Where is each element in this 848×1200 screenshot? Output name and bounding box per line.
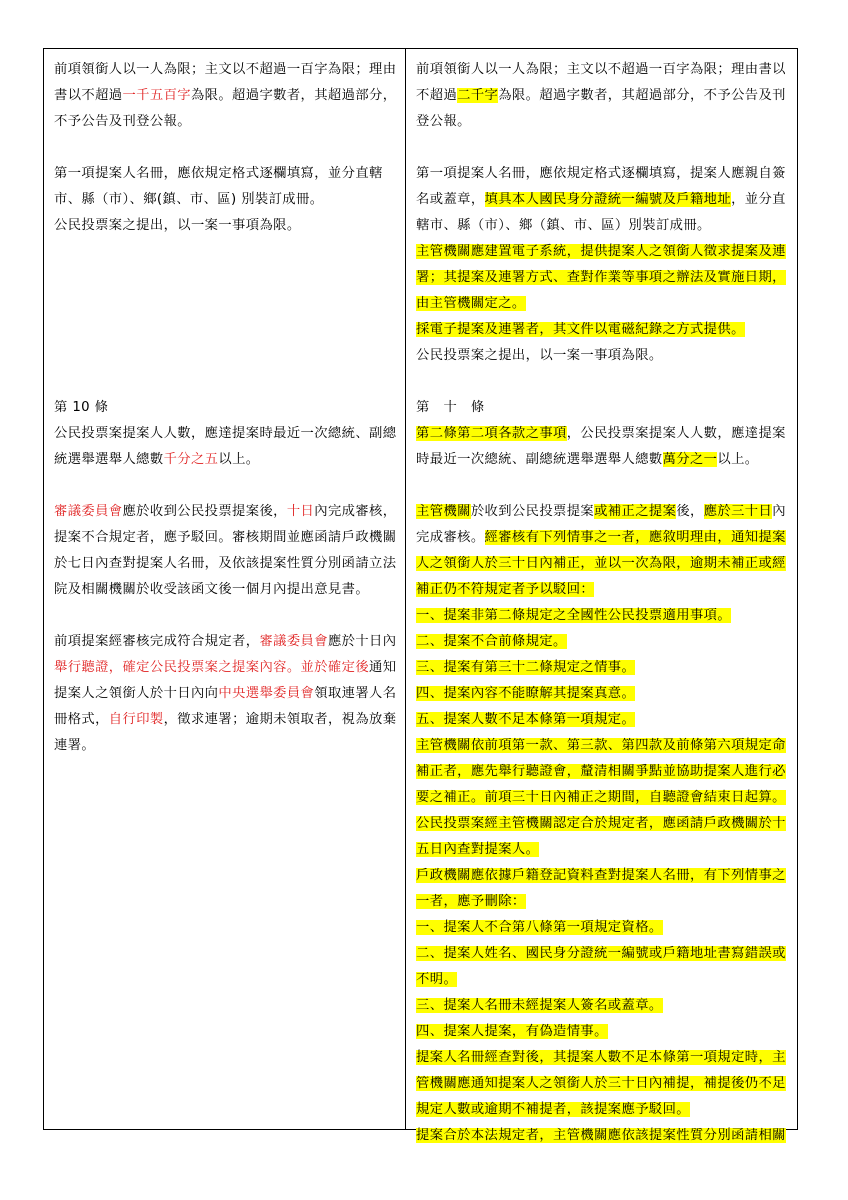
right-paragraph-7: 主管機關於收到公民投票提案或補正之提案後，應於三十日內完成審核。經審核有下列情事之一者，應敘明理由，通知提案人之領銜人於三十日內補正，並以一次為限，逾期未補正或經補正仍不符規定者予以駁回： [416,504,786,597]
left-paragraph-4: 公民投票案提案人人數，應達提案時最近一次總統、副總統選舉選舉人總數千分之五以上。 [54,426,397,467]
left-paragraph-1: 前項領銜人以一人為限；主文以不超過一百字為限；理由書以不超過一千五百字為限。超過字數者，其超過部分，不予公告及刊登公報。 [54,62,397,129]
right-paragraph-12: 提案合於本法規定者，主管機關應依該提案性質分別函請相關 [416,1128,786,1143]
right-paragraph-6: 第二條第二項各款之事項，公民投票案提案人人數，應達提案時最近一次總統、副總統選舉選舉人總數萬分之一以上。 [416,426,786,467]
right-paragraph-2: 第一項提案人名冊，應依規定格式逐欄填寫，提案人應親自簽名或蓋章，填具本人國民身分證統一編號及戶籍地址，並分直轄市、縣（市）、鄉（鎮、市、區）別裝訂成冊。 [416,166,786,233]
right-paragraph-9: 公民投票案經主管機關認定合於規定者，應函請戶政機關於十五日內查對提案人。 [416,816,786,857]
right-paragraph-8: 主管機關依前項第一款、第三款、第四款及前條第六項規定命補正者，應先舉行聽證會，釐清相關爭點並協助提案人進行必要之補正。前項三十日內補正之期間，自聽證會結束日起算。 [416,738,786,805]
current-law-column [44,49,406,1129]
deletion-item: 二、提案人姓名、國民身分證統一編號或戶籍地址書寫錯誤或不明。 [416,946,786,987]
review-item: 二、提案不合前條規定。 [416,634,567,649]
review-item: 五、提案人數不足本條第一項規定。 [416,712,636,727]
amendment-column [406,49,797,1143]
comparison-table [43,48,798,1143]
deletion-item: 四、提案人提案，有偽造情事。 [416,1024,608,1039]
left-paragraph-5: 審議委員會應於收到公民投票提案後，十日內完成審核，提案不合規定者，應予駁回。審核期間並應函請戶政機關於七日內查對提案人名冊，及依該提案性質分別函請立法院及相關機關於收受該函文後一個月內提出意見書。 [54,504,397,597]
right-paragraph-4: 採電子提案及連署者，其文件以電磁紀錄之方式提供。 [416,322,745,337]
deletion-item: 三、提案人名冊未經提案人簽名或蓋章。 [416,998,663,1013]
deletion-item: 一、提案人不合第八條第一項規定資格。 [416,920,663,935]
left-article-title: 第 10 條 [54,400,109,415]
right-paragraph-10: 戶政機關應依據戶籍登記資料查對提案人名冊，有下列情事之一者，應予刪除： [416,868,786,909]
left-paragraph-6: 前項提案經審核完成符合規定者，審議委員會應於十日內舉行聽證，確定公民投票案之提案內容。並於確定後通知提案人之領銜人於十日內向中央選舉委員會領取連署人名冊格式，自行印製，徵求連署；逾期未領取者，視為放棄連署。 [54,634,397,753]
right-paragraph-1: 前項領銜人以一人為限；主文以不超過一百字為限；理由書以不超過二千字為限。超過字數者，其超過部分，不予公告及刊登公報。 [416,62,786,129]
review-item: 三、提案有第三十二條規定之情事。 [416,660,636,675]
left-paragraph-3: 公民投票案之提出，以一案一事項為限。 [54,218,301,233]
left-paragraph-2: 第一項提案人名冊，應依規定格式逐欄填寫，並分直轄市、縣（市）、鄉(鎮、市、區) 別裝訂成冊。 [54,166,383,207]
review-item: 一、提案非第二條規定之全國性公民投票適用事項。 [416,608,732,623]
review-item: 四、提案內容不能瞭解其提案真意。 [416,686,636,701]
right-paragraph-11: 提案人名冊經查對後，其提案人數不足本條第一項規定時，主管機關應通知提案人之領銜人於三十日內補提，補提後仍不足規定人數或逾期不補提者，該提案應予駁回。 [416,1050,786,1117]
right-paragraph-5: 公民投票案之提出，以一案一事項為限。 [416,348,663,363]
right-article-title: 第 十 條 [416,400,485,415]
right-paragraph-3: 主管機關應建置電子系統，提供提案人之領銜人徵求提案及連署；其提案及連署方式、查對作業等事項之辦法及實施日期，由主管機關定之。 [416,244,786,311]
